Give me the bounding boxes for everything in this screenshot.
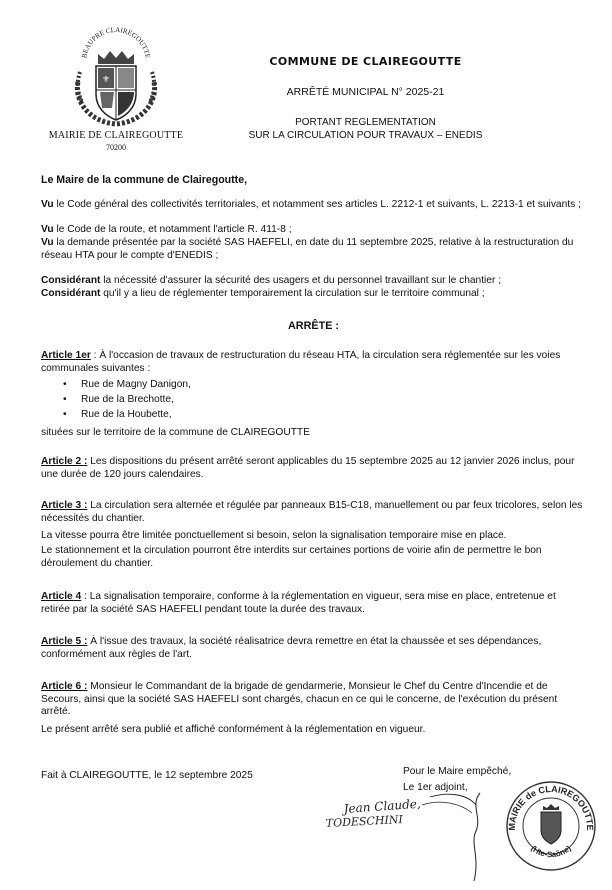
intro-line: Le Maire de la commune de Clairegoutte, xyxy=(41,174,248,186)
signature-icon xyxy=(300,785,500,885)
visa-3-label: Vu xyxy=(41,237,54,248)
svg-text:⚜: ⚜ xyxy=(101,74,111,84)
article-4-sep: : xyxy=(81,591,90,602)
article-6-text: Monsieur le Commandant de la brigade de gendarmerie, Monsieur le Chef du Centre d'Incendie et de Secours, ainsi que la société SAS HAEFELI sont chargés, chacun en ce qui le concerne, de l'exécution du présent arrêté. xyxy=(41,681,558,718)
visa-1 xyxy=(41,199,586,212)
commune-title: COMMUNE DE CLAIREGOUTTE xyxy=(269,55,462,68)
adjoint-label: Le 1er adjoint, xyxy=(403,782,468,793)
article-6-para-2: Le présent arrêté sera publié et affiché conformément à la réglementation en vigueur. xyxy=(41,724,426,735)
list-item: • Rue de la Houbette, xyxy=(57,407,457,422)
article-3-para-2: La vitesse pourra être limitée ponctuellement si besoin, selon la signalisation temporaire mise en place. xyxy=(41,530,507,541)
mairie-label: MAIRIE DE CLAIREGOUTTE xyxy=(48,130,184,141)
article-4-label: Article 4 xyxy=(41,591,82,602)
postcode-label: 70200 xyxy=(106,143,126,152)
article-1-tail: situées sur le territoire de la commune de CLAIREGOUTTE xyxy=(41,427,310,438)
article-3-para-3: Le stationnement et la circulation pourront être interdits sur certaines portions de voirie afin de permettre le bon déroulement du chantier. xyxy=(41,545,542,569)
article-3-label: Article 3 : xyxy=(41,500,88,511)
coat-of-arms xyxy=(56,24,176,128)
article-6 xyxy=(41,681,586,719)
article-5 xyxy=(41,636,586,661)
svg-text:BEAUPRE CLAIREGOUTTE: BEAUPRE CLAIREGOUTTE xyxy=(80,25,152,59)
stamp-icon xyxy=(503,776,599,872)
signature-text-2: TODESCHINI xyxy=(325,812,404,830)
article-1-label: Article 1er xyxy=(41,350,91,361)
subject-line-2: SUR LA CIRCULATION POUR TRAVAUX – ENEDIS xyxy=(248,130,483,141)
street-list xyxy=(57,377,457,422)
article-5-label: Article 5 : xyxy=(41,636,88,647)
visa-2-label: Vu xyxy=(41,224,54,235)
list-item: • Rue de Magny Danigon, xyxy=(57,377,457,392)
considerant-1 xyxy=(41,275,586,288)
pour-le-maire: Pour le Maire empêché, xyxy=(403,766,512,777)
article-3-text: La circulation sera alternée et régulée par panneaux B15-C18, manuellement ou par feux tricolores, selon les nécessités du chantier. xyxy=(41,500,583,524)
considerant-1-text: la nécessité d'assurer la sécurité des usagers et du personnel travaillant sur le chantier ; xyxy=(100,275,502,286)
visa-3 xyxy=(41,237,586,262)
arrete-number: ARRÊTÉ MUNICIPAL N° 2025-21 xyxy=(286,86,445,98)
considerant-2-label: Considérant xyxy=(41,288,101,299)
svg-text:(Hte-Saône) xyxy=(529,844,573,860)
visa-2-text: le Code de la route, et notamment l'article R. 411-8 ; xyxy=(53,224,292,235)
arrete-heading: ARRÊTE : xyxy=(288,320,339,332)
article-1 xyxy=(41,350,586,375)
signature-text-1: Jean Claude, xyxy=(343,796,422,816)
article-1-sep: : xyxy=(90,350,100,361)
stamp-top-text: MAIRIE de CLAIREGOUTTE xyxy=(506,783,596,831)
article-1-text: À l'occasion de travaux de restructuration du réseau HTA, la circulation sera réglementée sur les voies communales suivantes : xyxy=(41,350,561,374)
visa-1-label: Vu xyxy=(41,199,54,210)
list-item: • Rue de la Brechotte, xyxy=(57,392,457,407)
visa-2 xyxy=(41,224,586,237)
fait-a-line: Fait à CLAIREGOUTTE, le 12 septembre 2025 xyxy=(41,770,253,781)
visa-3-text: la demande présentée par la société SAS HAEFELI, en date du 11 septembre 2025, relative à la restructuration du réseau HTA pour le compte d'ENEDIS ; xyxy=(41,237,574,261)
article-5-text: À l'issue des travaux, la société réalisatrice devra remettre en état la chaussée et ses dépendances, conformément aux règles de l'art. xyxy=(41,636,542,660)
article-4-text: La signalisation temporaire, conforme à la réglementation en vigueur, sera mise en place, entretenue et retirée par la société SAS HAEFELI pendant toute la durée des travaux. xyxy=(41,591,556,615)
visa-1-text: le Code général des collectivités territoriales, et notamment ses articles L. 2212-1 et suivants, L. 2213-1 et suivants ; xyxy=(53,199,581,210)
official-stamp xyxy=(503,776,599,872)
article-4 xyxy=(41,591,586,616)
considerant-2-text: qu'il y a lieu de réglementer temporairement la circulation sur le territoire communal ; xyxy=(100,288,485,299)
coat-of-arms-icon xyxy=(56,24,176,128)
article-3 xyxy=(41,500,586,525)
article-2-text: Les dispositions du présent arrêté seront applicables du 15 septembre 2025 au 12 janvier 2026 inclus, pour une durée de 120 jours calendaires. xyxy=(41,456,575,480)
subject-line-1: PORTANT REGLEMENTATION xyxy=(295,117,436,128)
article-2-label: Article 2 : xyxy=(41,456,88,467)
stamp-bottom-text: (Hte-Saône) xyxy=(529,843,573,860)
signature xyxy=(300,785,500,885)
considerant-2 xyxy=(41,288,586,301)
article-6-label: Article 6 : xyxy=(41,681,88,692)
considerant-1-label: Considérant xyxy=(41,275,101,286)
article-2 xyxy=(41,456,586,481)
